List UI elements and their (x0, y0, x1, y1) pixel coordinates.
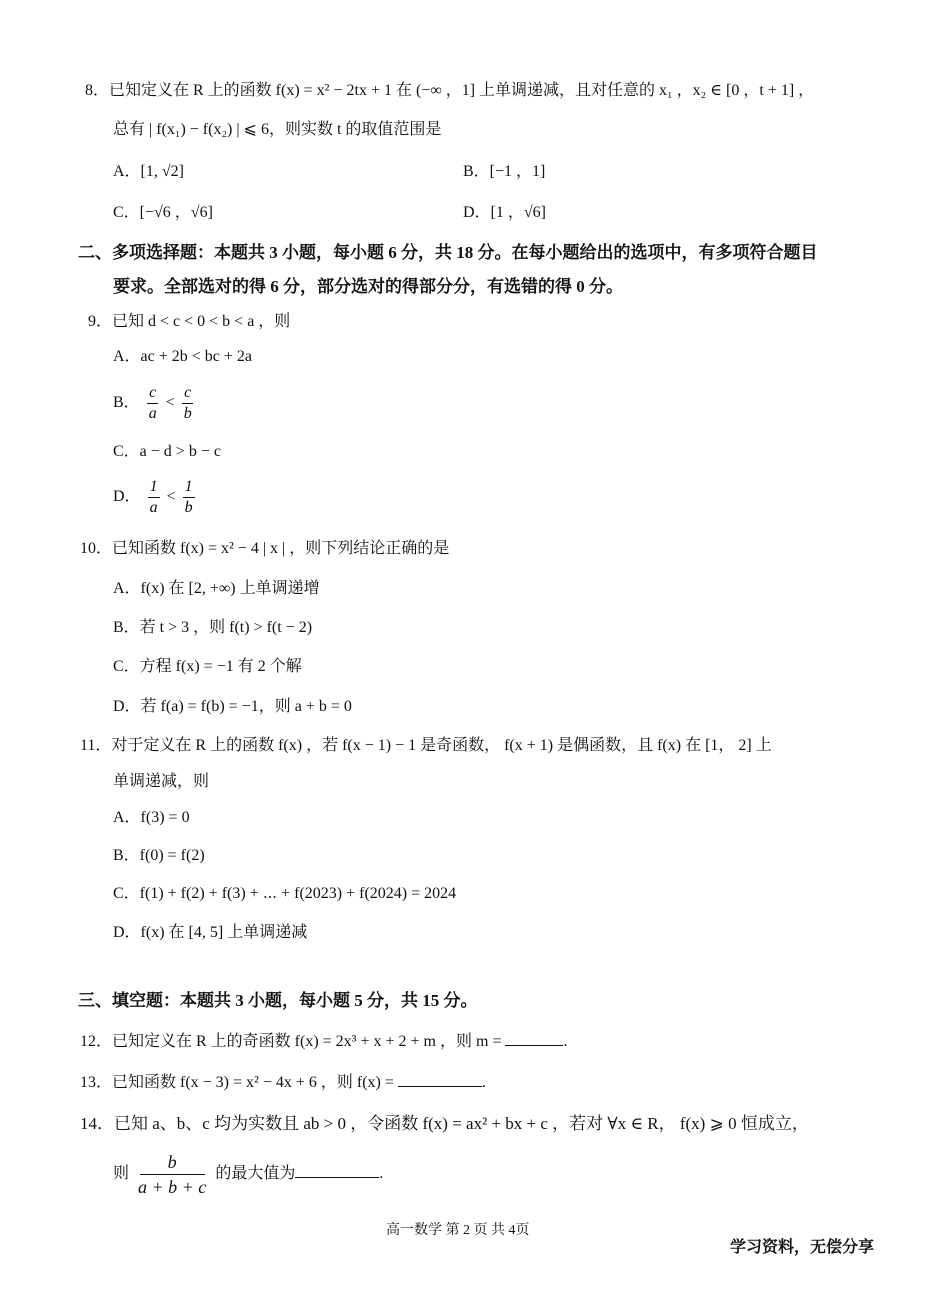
q14-pre: 则 (113, 1165, 130, 1183)
q13 (80, 1070, 486, 1094)
section3-heading: 三、填空题：本题共 3 小题，每小题 5 分，共 15 分。 (78, 991, 478, 1010)
q11-option-d: D．f(x) 在 [4, 5] 上单调递减 (113, 924, 308, 941)
numerator: b (140, 1150, 205, 1175)
q12-text: 12．已知定义在 R 上的奇函数 f(x) = 2x³ + x + 2 + m ，则 m = (80, 1033, 502, 1050)
q8-option-c: C．[−√6 ，√6] (113, 204, 213, 221)
period: . (481, 1074, 486, 1091)
period: . (563, 1033, 568, 1050)
numerator: 1 (183, 477, 195, 498)
q10-option-a: A．f(x) 在 [2, +∞) 上单调递增 (113, 580, 320, 597)
q8-option-b: B．[−1 ，1] (463, 163, 546, 180)
fraction (136, 1150, 208, 1199)
period: . (379, 1165, 384, 1183)
q14-post: 的最大值为 (215, 1165, 296, 1183)
fraction (183, 477, 195, 518)
denominator: b (183, 405, 192, 422)
answer-blank[interactable] (295, 1161, 379, 1178)
q8-option-d: D．[1 ，√6] (463, 204, 546, 221)
q9-option-d (113, 477, 198, 518)
fraction (148, 477, 160, 518)
operator: < (165, 394, 175, 412)
operator: < (166, 488, 176, 506)
q8-stem-line1: 8．已知定义在 R 上的函数 f(x) = x² − 2tx + 1 在 (−∞ ，1] 上单调递减，且对任意的 x₁ ，x₂ ∈ [0 ，t + 1] ， (85, 82, 815, 99)
q11-option-c: C．f(1) + f(2) + f(3) + ⋯ + f(2023) + f(2024) = 2024 (113, 885, 457, 902)
answer-blank[interactable] (398, 1070, 482, 1087)
q9-option-b (113, 383, 197, 424)
q11-stem-line1: 11．对于定义在 R 上的函数 f(x) ，若 f(x − 1) − 1 是奇函数， f(x + 1) 是偶函数，且 f(x) 在 [1， 2] 上 (80, 737, 772, 754)
numerator: c (147, 383, 158, 404)
q13-text: 13．已知函数 f(x − 3) = x² − 4x + 6 ，则 f(x) = (80, 1074, 394, 1091)
q14-stem-line2 (113, 1150, 383, 1199)
q8-stem-line2: 总有 | f(x₁) − f(x₂) | ⩽ 6，则实数 t 的取值范围是 (113, 121, 442, 138)
denominator: a (148, 405, 157, 422)
q11-option-a: A．f(3) = 0 (113, 809, 190, 826)
option-label: D． (113, 488, 141, 506)
denominator: a (149, 499, 158, 516)
watermark-text: 学习资料，无偿分享 (730, 1237, 875, 1256)
q10-stem: 10．已知函数 f(x) = x² − 4 | x | ，则下列结论正确的是 (80, 540, 450, 557)
answer-blank[interactable] (505, 1029, 563, 1046)
fraction (147, 383, 159, 424)
denominator: b (184, 499, 193, 516)
q10-option-c: C．方程 f(x) = −1 有 2 个解 (113, 658, 302, 675)
q8-option-a: A．[1, √2] (113, 163, 184, 180)
numerator: c (182, 383, 193, 404)
q14-stem-line1: 14．已知 a、b、c 均为实数且 ab > 0 ，令函数 f(x) = ax² + bx + c ，若对 ∀x ∈ R， f(x) ⩾ 0 恒成立， (80, 1114, 809, 1133)
numerator: 1 (148, 477, 160, 498)
option-label: B． (113, 394, 140, 412)
q10-option-b: B．若 t > 3 ，则 f(t) > f(t − 2) (113, 619, 313, 636)
section2-heading-line2: 要求。全部选对的得 6 分，部分选对的得部分分，有选错的得 0 分。 (113, 277, 623, 296)
q9-option-c: C．a − d > b − c (113, 443, 221, 460)
q10-option-d: D．若 f(a) = f(b) = −1，则 a + b = 0 (113, 698, 352, 715)
q9-option-a: A．ac + 2b < bc + 2a (113, 348, 253, 365)
q9-stem: 9．已知 d < c < 0 < b < a ，则 (88, 313, 291, 330)
section2-heading-line1: 二、多项选择题：本题共 3 小题，每小题 6 分，共 18 分。在每小题给出的选项中，有多项符合题目 (78, 243, 818, 262)
page-footer: 高一数学 第 2 页 共 4页 (386, 1223, 530, 1238)
q11-option-b: B．f(0) = f(2) (113, 847, 205, 864)
q12 (80, 1029, 567, 1053)
q11-stem-line2: 单调递减，则 (113, 773, 210, 790)
denominator: a + b + c (138, 1177, 207, 1197)
fraction (182, 383, 194, 424)
